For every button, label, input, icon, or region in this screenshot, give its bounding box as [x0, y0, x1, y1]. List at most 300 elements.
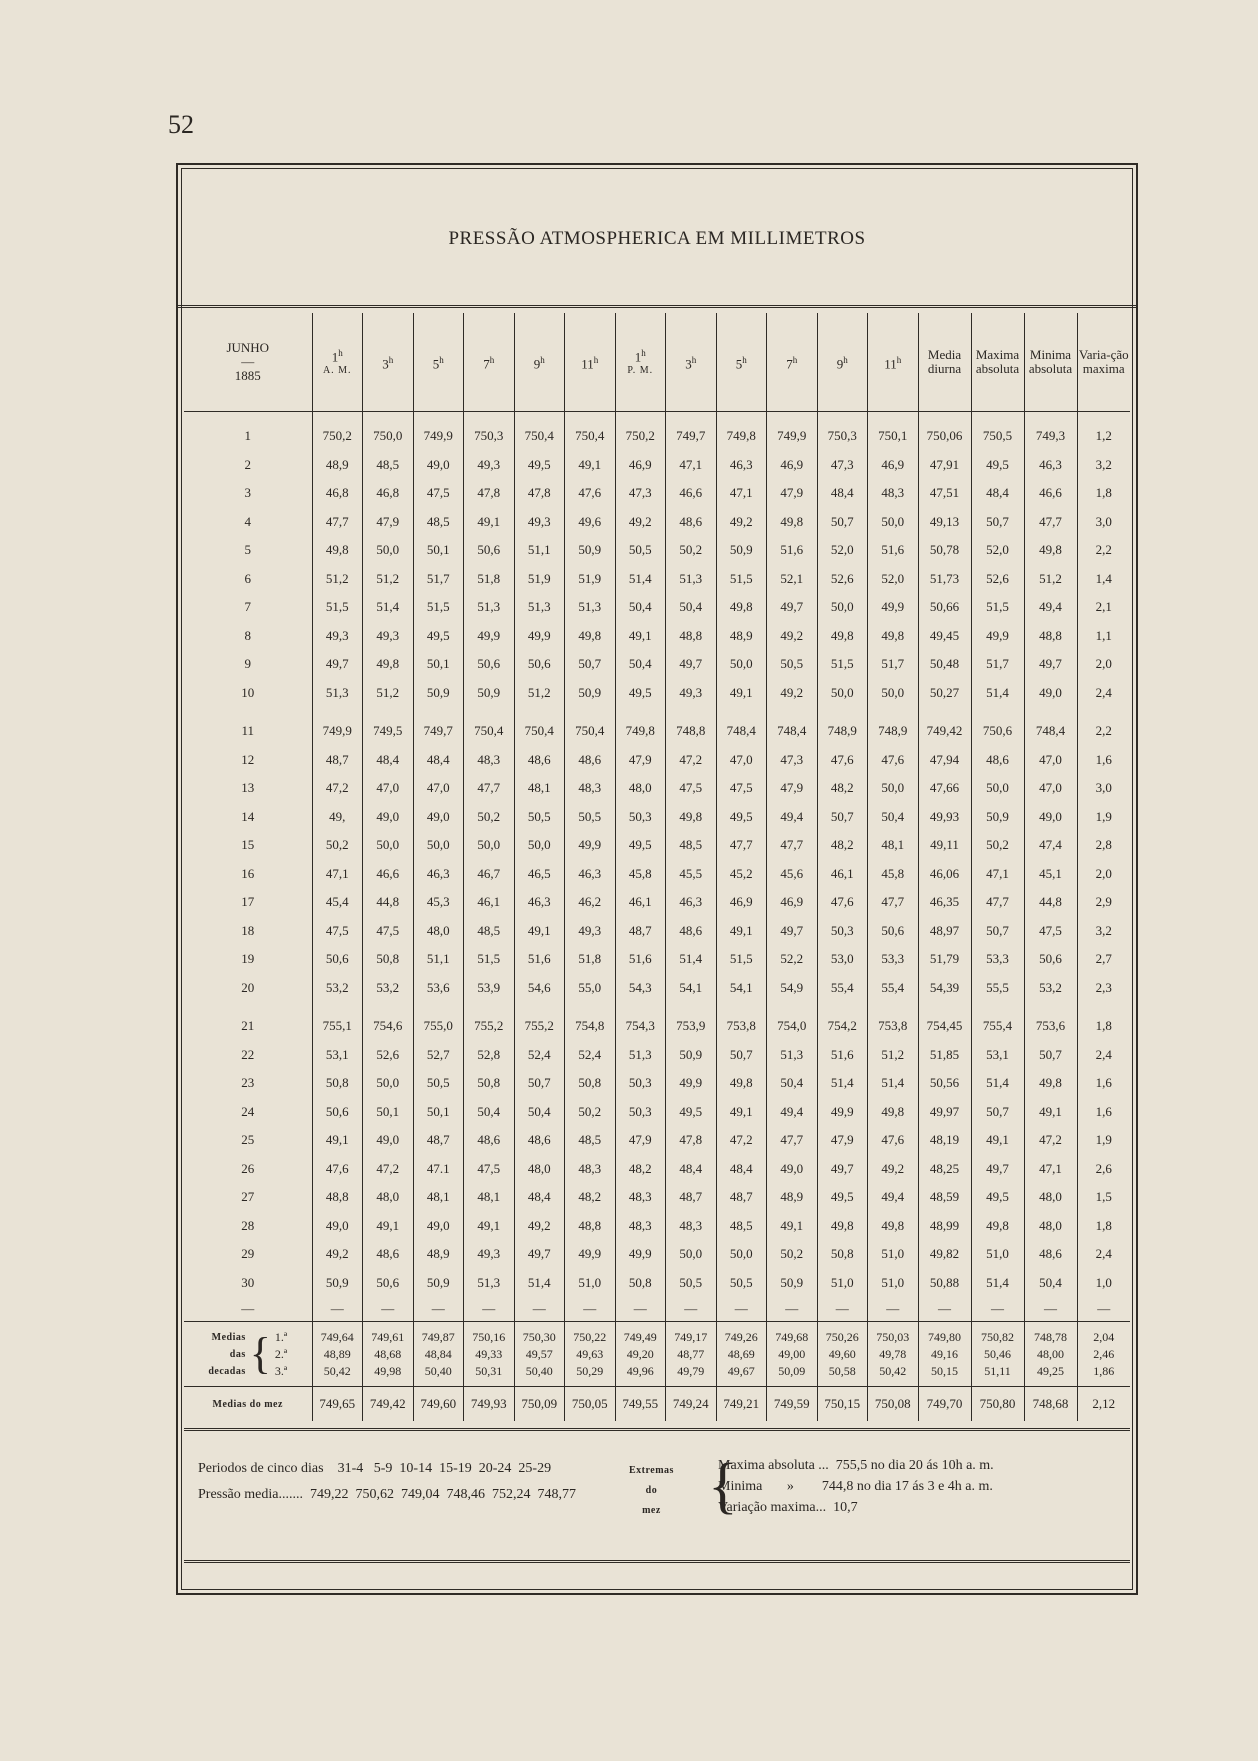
value-cell: 49,2: [514, 1212, 565, 1241]
value-cell: 45,5: [666, 860, 717, 889]
value-cell: 52,4: [565, 1041, 616, 1070]
value-cell: 49,5: [413, 622, 464, 651]
value-cell: 47,9: [817, 1126, 868, 1155]
value-cell: 50,6: [1024, 945, 1077, 974]
value-cell: 49,8: [1024, 1069, 1077, 1098]
value-cell: 50,6: [868, 917, 919, 946]
value-cell: 50,0: [363, 831, 414, 860]
value-cell: 48,5: [666, 831, 717, 860]
table-row: [184, 650, 1130, 679]
value-cell: 54,1: [666, 974, 717, 1003]
value-cell: 50,2: [565, 1098, 616, 1127]
value-cell: 48,6: [514, 1126, 565, 1155]
value-cell: 52,6: [817, 565, 868, 594]
value-cell: 53,6: [413, 974, 464, 1003]
title-divider: [178, 305, 1136, 308]
value-cell: 48,4: [666, 1155, 717, 1184]
value-cell: 49,8: [1024, 536, 1077, 565]
day-cell: 23: [241, 1075, 255, 1091]
value-cell: 44,8: [363, 888, 414, 917]
value-cell: 48,4: [363, 746, 414, 775]
dash-cell: —: [767, 1297, 818, 1322]
value-cell: 49,2: [312, 1240, 363, 1269]
decada-cell: 749,26 48,69 49,67: [716, 1322, 767, 1387]
value-cell: 754,2: [817, 1012, 868, 1041]
value-cell: 48,2: [817, 831, 868, 860]
value-cell: 46,3: [716, 451, 767, 480]
value-cell: 48,3: [666, 1212, 717, 1241]
value-cell: 51,79: [918, 945, 971, 974]
value-cell: 49,8: [868, 1098, 919, 1127]
value-cell: 49,2: [868, 1155, 919, 1184]
value-cell: 48,9: [716, 622, 767, 651]
value-cell: 46,9: [767, 888, 818, 917]
value-cell: 50,5: [413, 1069, 464, 1098]
value-cell: 50,0: [817, 593, 868, 622]
value-cell: 51,6: [514, 945, 565, 974]
value-cell: 50,66: [918, 593, 971, 622]
value-cell: 48,7: [312, 746, 363, 775]
value-cell: 48,6: [514, 746, 565, 775]
brace-icon: {: [708, 1452, 738, 1520]
medias-mez-cell: 749,42: [363, 1387, 414, 1422]
value-cell: 49,97: [918, 1098, 971, 1127]
decada-cell: 750,16 49,33 50,31: [464, 1322, 515, 1387]
value-cell: 49,0: [363, 803, 414, 832]
value-cell: 50,6: [312, 1098, 363, 1127]
value-cell: 48,9: [767, 1183, 818, 1212]
table-row: [184, 917, 1130, 946]
value-cell: 49,8: [868, 1212, 919, 1241]
hour-header: 11$^h$: [565, 313, 616, 412]
value-cell: 3,2: [1077, 451, 1130, 480]
value-cell: 46,7: [464, 860, 515, 889]
value-cell: 50,5: [716, 1269, 767, 1298]
decada-cell: 749,68 49,00 50,09: [767, 1322, 818, 1387]
value-cell: 47,6: [817, 746, 868, 775]
value-cell: 46,9: [767, 451, 818, 480]
value-cell: 47,7: [716, 831, 767, 860]
value-cell: 44,8: [1024, 888, 1077, 917]
day-cell: 8: [244, 627, 251, 643]
value-cell: 48,8: [312, 1183, 363, 1212]
value-cell: 50,7: [817, 508, 868, 537]
value-cell: 55,4: [817, 974, 868, 1003]
value-cell: 47,0: [1024, 774, 1077, 803]
dash-cell: —: [1024, 1297, 1077, 1322]
value-cell: 755,0: [413, 1012, 464, 1041]
value-cell: 51,4: [971, 679, 1024, 708]
dash-cell: —: [971, 1297, 1024, 1322]
value-cell: 52,0: [868, 565, 919, 594]
value-cell: 50,6: [464, 536, 515, 565]
value-cell: 749,5: [363, 717, 414, 746]
value-cell: 46,6: [666, 479, 717, 508]
value-cell: 49,6: [565, 508, 616, 537]
day-cell: 21: [241, 1018, 255, 1034]
value-cell: 50,9: [767, 1269, 818, 1298]
value-cell: 47,6: [817, 888, 868, 917]
value-cell: 48,3: [615, 1212, 666, 1241]
value-cell: 50,1: [413, 1098, 464, 1127]
value-cell: 47,2: [716, 1126, 767, 1155]
value-cell: 45,2: [716, 860, 767, 889]
value-cell: 50,6: [312, 945, 363, 974]
value-cell: 53,3: [971, 945, 1024, 974]
value-cell: 50,3: [817, 917, 868, 946]
header-row: [184, 313, 1130, 412]
value-cell: 47,94: [918, 746, 971, 775]
value-cell: 51,0: [868, 1269, 919, 1298]
dash-cell: —: [514, 1297, 565, 1322]
value-cell: 749,7: [666, 422, 717, 451]
value-cell: 48,7: [666, 1183, 717, 1212]
value-cell: 47,1: [666, 451, 717, 480]
value-cell: 49,7: [971, 1155, 1024, 1184]
value-cell: 49,2: [615, 508, 666, 537]
value-cell: 49,9: [666, 1069, 717, 1098]
value-cell: 47,5: [363, 917, 414, 946]
value-cell: 750,0: [363, 422, 414, 451]
value-cell: 49,1: [615, 622, 666, 651]
extremas-label: Extremas do mez: [629, 1465, 674, 1516]
value-cell: 748,8: [666, 717, 717, 746]
value-cell: 51,3: [565, 593, 616, 622]
value-cell: 48,9: [312, 451, 363, 480]
day-cell: 29: [241, 1246, 255, 1262]
value-cell: 47,4: [1024, 831, 1077, 860]
hour-header: 9$^h$: [514, 313, 565, 412]
value-cell: 47,0: [716, 746, 767, 775]
value-cell: 50,4: [514, 1098, 565, 1127]
dash-row: [184, 1297, 1130, 1322]
value-cell: 49,5: [817, 1183, 868, 1212]
value-cell: 49,1: [971, 1126, 1024, 1155]
medias-mez-cell: 750,80: [971, 1387, 1024, 1422]
value-cell: 47,0: [1024, 746, 1077, 775]
value-cell: 50,2: [971, 831, 1024, 860]
value-cell: 754,45: [918, 1012, 971, 1041]
value-cell: 53,9: [464, 974, 515, 1003]
hour-header: 3$^h$: [666, 313, 717, 412]
value-cell: 54,6: [514, 974, 565, 1003]
value-cell: 748,4: [716, 717, 767, 746]
medias-mez-cell: 749,70: [918, 1387, 971, 1422]
value-cell: 48,6: [464, 1126, 515, 1155]
decada-cell: 750,30 49,57 50,40: [514, 1322, 565, 1387]
value-cell: 50,2: [312, 831, 363, 860]
value-cell: 51,0: [817, 1269, 868, 1298]
value-cell: 49,5: [514, 451, 565, 480]
value-cell: 49,8: [716, 593, 767, 622]
table-row: [184, 1098, 1130, 1127]
periodos-label: Periodos de cinco dias: [198, 1461, 324, 1476]
table-row: [184, 1041, 1130, 1070]
value-cell: 48,0: [514, 1155, 565, 1184]
value-cell: 51,8: [565, 945, 616, 974]
decada-cell: 749,87 48,84 50,40: [413, 1322, 464, 1387]
value-cell: 49,11: [918, 831, 971, 860]
value-cell: 49,7: [514, 1240, 565, 1269]
value-cell: 47,2: [363, 1155, 414, 1184]
value-cell: 49,1: [565, 451, 616, 480]
value-cell: 49,9: [971, 622, 1024, 651]
value-cell: 53,1: [312, 1041, 363, 1070]
value-cell: 3,0: [1077, 508, 1130, 537]
hour-header: 5$^h$: [716, 313, 767, 412]
value-cell: 49,1: [514, 917, 565, 946]
value-cell: 48,3: [565, 1155, 616, 1184]
value-cell: 49,1: [716, 1098, 767, 1127]
table-row: [184, 1212, 1130, 1241]
value-cell: 755,2: [464, 1012, 515, 1041]
value-cell: 49,0: [1024, 803, 1077, 832]
value-cell: 46,35: [918, 888, 971, 917]
value-cell: 47,9: [767, 479, 818, 508]
value-cell: 51,4: [817, 1069, 868, 1098]
value-cell: 47,1: [312, 860, 363, 889]
value-cell: 1,1: [1077, 622, 1130, 651]
value-cell: 47,7: [1024, 508, 1077, 537]
value-cell: 2,4: [1077, 1240, 1130, 1269]
value-cell: 50,5: [767, 650, 818, 679]
value-cell: 55,5: [971, 974, 1024, 1003]
value-cell: 49,1: [767, 1212, 818, 1241]
value-cell: 50,2: [767, 1240, 818, 1269]
day-cell: 12: [241, 751, 255, 767]
value-cell: 748,9: [868, 717, 919, 746]
value-cell: 46,5: [514, 860, 565, 889]
value-cell: 750,2: [312, 422, 363, 451]
day-cell: 3: [244, 485, 251, 501]
value-cell: 50,88: [918, 1269, 971, 1298]
medias-mez-cell: 749,55: [615, 1387, 666, 1422]
value-cell: 50,2: [464, 803, 515, 832]
dash-cell: —: [716, 1297, 767, 1322]
month-header: JUNHO — 1885: [226, 340, 270, 383]
medias-mez-row: [184, 1387, 1130, 1422]
hour-header: 7$^h$: [767, 313, 818, 412]
value-cell: 50,6: [363, 1269, 414, 1298]
value-cell: 47,5: [464, 1155, 515, 1184]
day-cell: 30: [241, 1274, 255, 1290]
value-cell: 47,7: [767, 1126, 818, 1155]
table-row: [184, 717, 1130, 746]
decadas-label: Medias das decadas { 1.ª 2.ª 3.ª: [184, 1322, 312, 1387]
medias-mez-cell: 750,15: [817, 1387, 868, 1422]
value-cell: 50,0: [514, 831, 565, 860]
value-cell: 1,9: [1077, 803, 1130, 832]
table-frame: [176, 163, 1138, 1595]
value-cell: 49,8: [817, 1212, 868, 1241]
table-row: [184, 679, 1130, 708]
value-cell: 50,7: [971, 508, 1024, 537]
value-cell: 48,19: [918, 1126, 971, 1155]
value-cell: 49,3: [312, 622, 363, 651]
value-cell: 753,9: [666, 1012, 717, 1041]
value-cell: 47,7: [464, 774, 515, 803]
extremas-values: [718, 1455, 994, 1518]
value-cell: 48,7: [716, 1183, 767, 1212]
value-cell: 51,1: [514, 536, 565, 565]
value-cell: 47,9: [363, 508, 414, 537]
table-row: [184, 774, 1130, 803]
value-cell: 52,6: [363, 1041, 414, 1070]
decada-cell: 749,49 49,20 49,96: [615, 1322, 666, 1387]
value-cell: 50,8: [464, 1069, 515, 1098]
value-cell: 2,4: [1077, 1041, 1130, 1070]
table-row: [184, 622, 1130, 651]
value-cell: 49,1: [1024, 1098, 1077, 1127]
value-cell: 48,5: [716, 1212, 767, 1241]
value-cell: 53,3: [868, 945, 919, 974]
medias-decadas-row: [184, 1322, 1130, 1387]
value-cell: 46,6: [363, 860, 414, 889]
value-cell: 50,0: [868, 508, 919, 537]
table-body: [184, 422, 1130, 1421]
value-cell: 51,8: [464, 565, 515, 594]
value-cell: 47,8: [666, 1126, 717, 1155]
day-cell: 27: [241, 1189, 255, 1205]
value-cell: 50,9: [464, 679, 515, 708]
value-cell: 53,2: [312, 974, 363, 1003]
value-cell: 47,7: [971, 888, 1024, 917]
value-cell: 49,13: [918, 508, 971, 537]
value-cell: 47,0: [363, 774, 414, 803]
value-cell: 49,3: [464, 1240, 515, 1269]
value-cell: 47,5: [312, 917, 363, 946]
value-cell: 50,9: [666, 1041, 717, 1070]
value-cell: 1,0: [1077, 1269, 1130, 1298]
value-cell: 49,3: [666, 679, 717, 708]
value-cell: 53,0: [817, 945, 868, 974]
day-cell: 24: [241, 1103, 255, 1119]
value-cell: 50,0: [363, 536, 414, 565]
value-cell: 49,1: [464, 1212, 515, 1241]
value-cell: 48,3: [565, 774, 616, 803]
decada-cell: 749,80 49,16 50,15: [918, 1322, 971, 1387]
dash-cell: —: [615, 1297, 666, 1322]
value-cell: 48,0: [413, 917, 464, 946]
dash-cell: —: [312, 1297, 363, 1322]
value-cell: 47,91: [918, 451, 971, 480]
value-cell: 49,3: [514, 508, 565, 537]
periodos-line: [198, 1461, 551, 1477]
value-cell: 47,6: [868, 746, 919, 775]
value-cell: 50,7: [971, 1098, 1024, 1127]
value-cell: 49,4: [1024, 593, 1077, 622]
value-cell: 750,4: [464, 717, 515, 746]
value-cell: 50,0: [971, 774, 1024, 803]
decada-cell: 750,26 49,60 50,58: [817, 1322, 868, 1387]
value-cell: 48,2: [615, 1155, 666, 1184]
dash-cell: —: [868, 1297, 919, 1322]
value-cell: 750,1: [868, 422, 919, 451]
value-cell: 47,1: [716, 479, 767, 508]
value-cell: 48,6: [971, 746, 1024, 775]
decada-cell: 750,82 50,46 51,11: [971, 1322, 1024, 1387]
value-cell: 755,1: [312, 1012, 363, 1041]
hour-header: 1$^h$ A. M.: [312, 313, 363, 412]
value-cell: 1,8: [1077, 1012, 1130, 1041]
value-cell: 48,99: [918, 1212, 971, 1241]
value-cell: 49,1: [716, 679, 767, 708]
value-cell: 54,39: [918, 974, 971, 1003]
value-cell: 51,5: [413, 593, 464, 622]
value-cell: 47,6: [312, 1155, 363, 1184]
day-cell: 13: [241, 780, 255, 796]
value-cell: 47,3: [817, 451, 868, 480]
dash-cell: —: [363, 1297, 414, 1322]
value-cell: 48,7: [413, 1126, 464, 1155]
value-cell: 754,6: [363, 1012, 414, 1041]
value-cell: 50,0: [716, 1240, 767, 1269]
value-cell: 50,9: [413, 1269, 464, 1298]
value-cell: 51,3: [615, 1041, 666, 1070]
value-cell: 2,7: [1077, 945, 1130, 974]
medias-mez-label: Medias do mez: [184, 1387, 312, 1422]
value-cell: 49,0: [413, 451, 464, 480]
value-cell: 48,5: [413, 508, 464, 537]
value-cell: 48,9: [413, 1240, 464, 1269]
value-cell: 49,8: [817, 622, 868, 651]
medias-mez-cell: 750,09: [514, 1387, 565, 1422]
value-cell: 49,3: [363, 622, 414, 651]
value-cell: 1,8: [1077, 479, 1130, 508]
value-cell: 1,9: [1077, 1126, 1130, 1155]
value-cell: 47,7: [767, 831, 818, 860]
value-cell: 50,0: [817, 679, 868, 708]
value-cell: 49,8: [868, 622, 919, 651]
value-cell: 51,4: [615, 565, 666, 594]
value-cell: 50,4: [615, 593, 666, 622]
value-cell: 48,3: [464, 746, 515, 775]
value-cell: 46,2: [565, 888, 616, 917]
value-cell: 50,8: [615, 1269, 666, 1298]
value-cell: 51,3: [464, 1269, 515, 1298]
value-cell: 52,8: [464, 1041, 515, 1070]
value-cell: 49,7: [817, 1155, 868, 1184]
value-cell: 48,4: [514, 1183, 565, 1212]
table-title: PRESSÃO ATMOSPHERICA EM MILLIMETROS: [448, 228, 866, 249]
minima-line: Minima » 744,8 no dia 17 ás 3 e 4h a. m.: [718, 1479, 993, 1494]
variacao-header: Varia-ção maxima: [1077, 313, 1130, 412]
decada-cell: 2,04 2,46 1,86: [1077, 1322, 1130, 1387]
dash-cell: —: [817, 1297, 868, 1322]
decada-cell: 750,22 49,63 50,29: [565, 1322, 616, 1387]
value-cell: 48,97: [918, 917, 971, 946]
value-cell: 51,2: [1024, 565, 1077, 594]
value-cell: 51,85: [918, 1041, 971, 1070]
value-cell: 47,6: [565, 479, 616, 508]
value-cell: 47,9: [615, 746, 666, 775]
value-cell: 49,8: [971, 1212, 1024, 1241]
table-row: [184, 803, 1130, 832]
table-row: [184, 1240, 1130, 1269]
value-cell: 748,9: [817, 717, 868, 746]
value-cell: 50,4: [1024, 1269, 1077, 1298]
value-cell: 45,1: [1024, 860, 1077, 889]
value-cell: 45,4: [312, 888, 363, 917]
value-cell: 51,7: [413, 565, 464, 594]
value-cell: 50,7: [565, 650, 616, 679]
value-cell: 48,4: [817, 479, 868, 508]
medias-mez-cell: 2,12: [1077, 1387, 1130, 1422]
day-cell: 17: [241, 894, 255, 910]
value-cell: 49,0: [413, 803, 464, 832]
value-cell: 47,6: [868, 1126, 919, 1155]
decade-gap: [184, 1002, 1130, 1012]
